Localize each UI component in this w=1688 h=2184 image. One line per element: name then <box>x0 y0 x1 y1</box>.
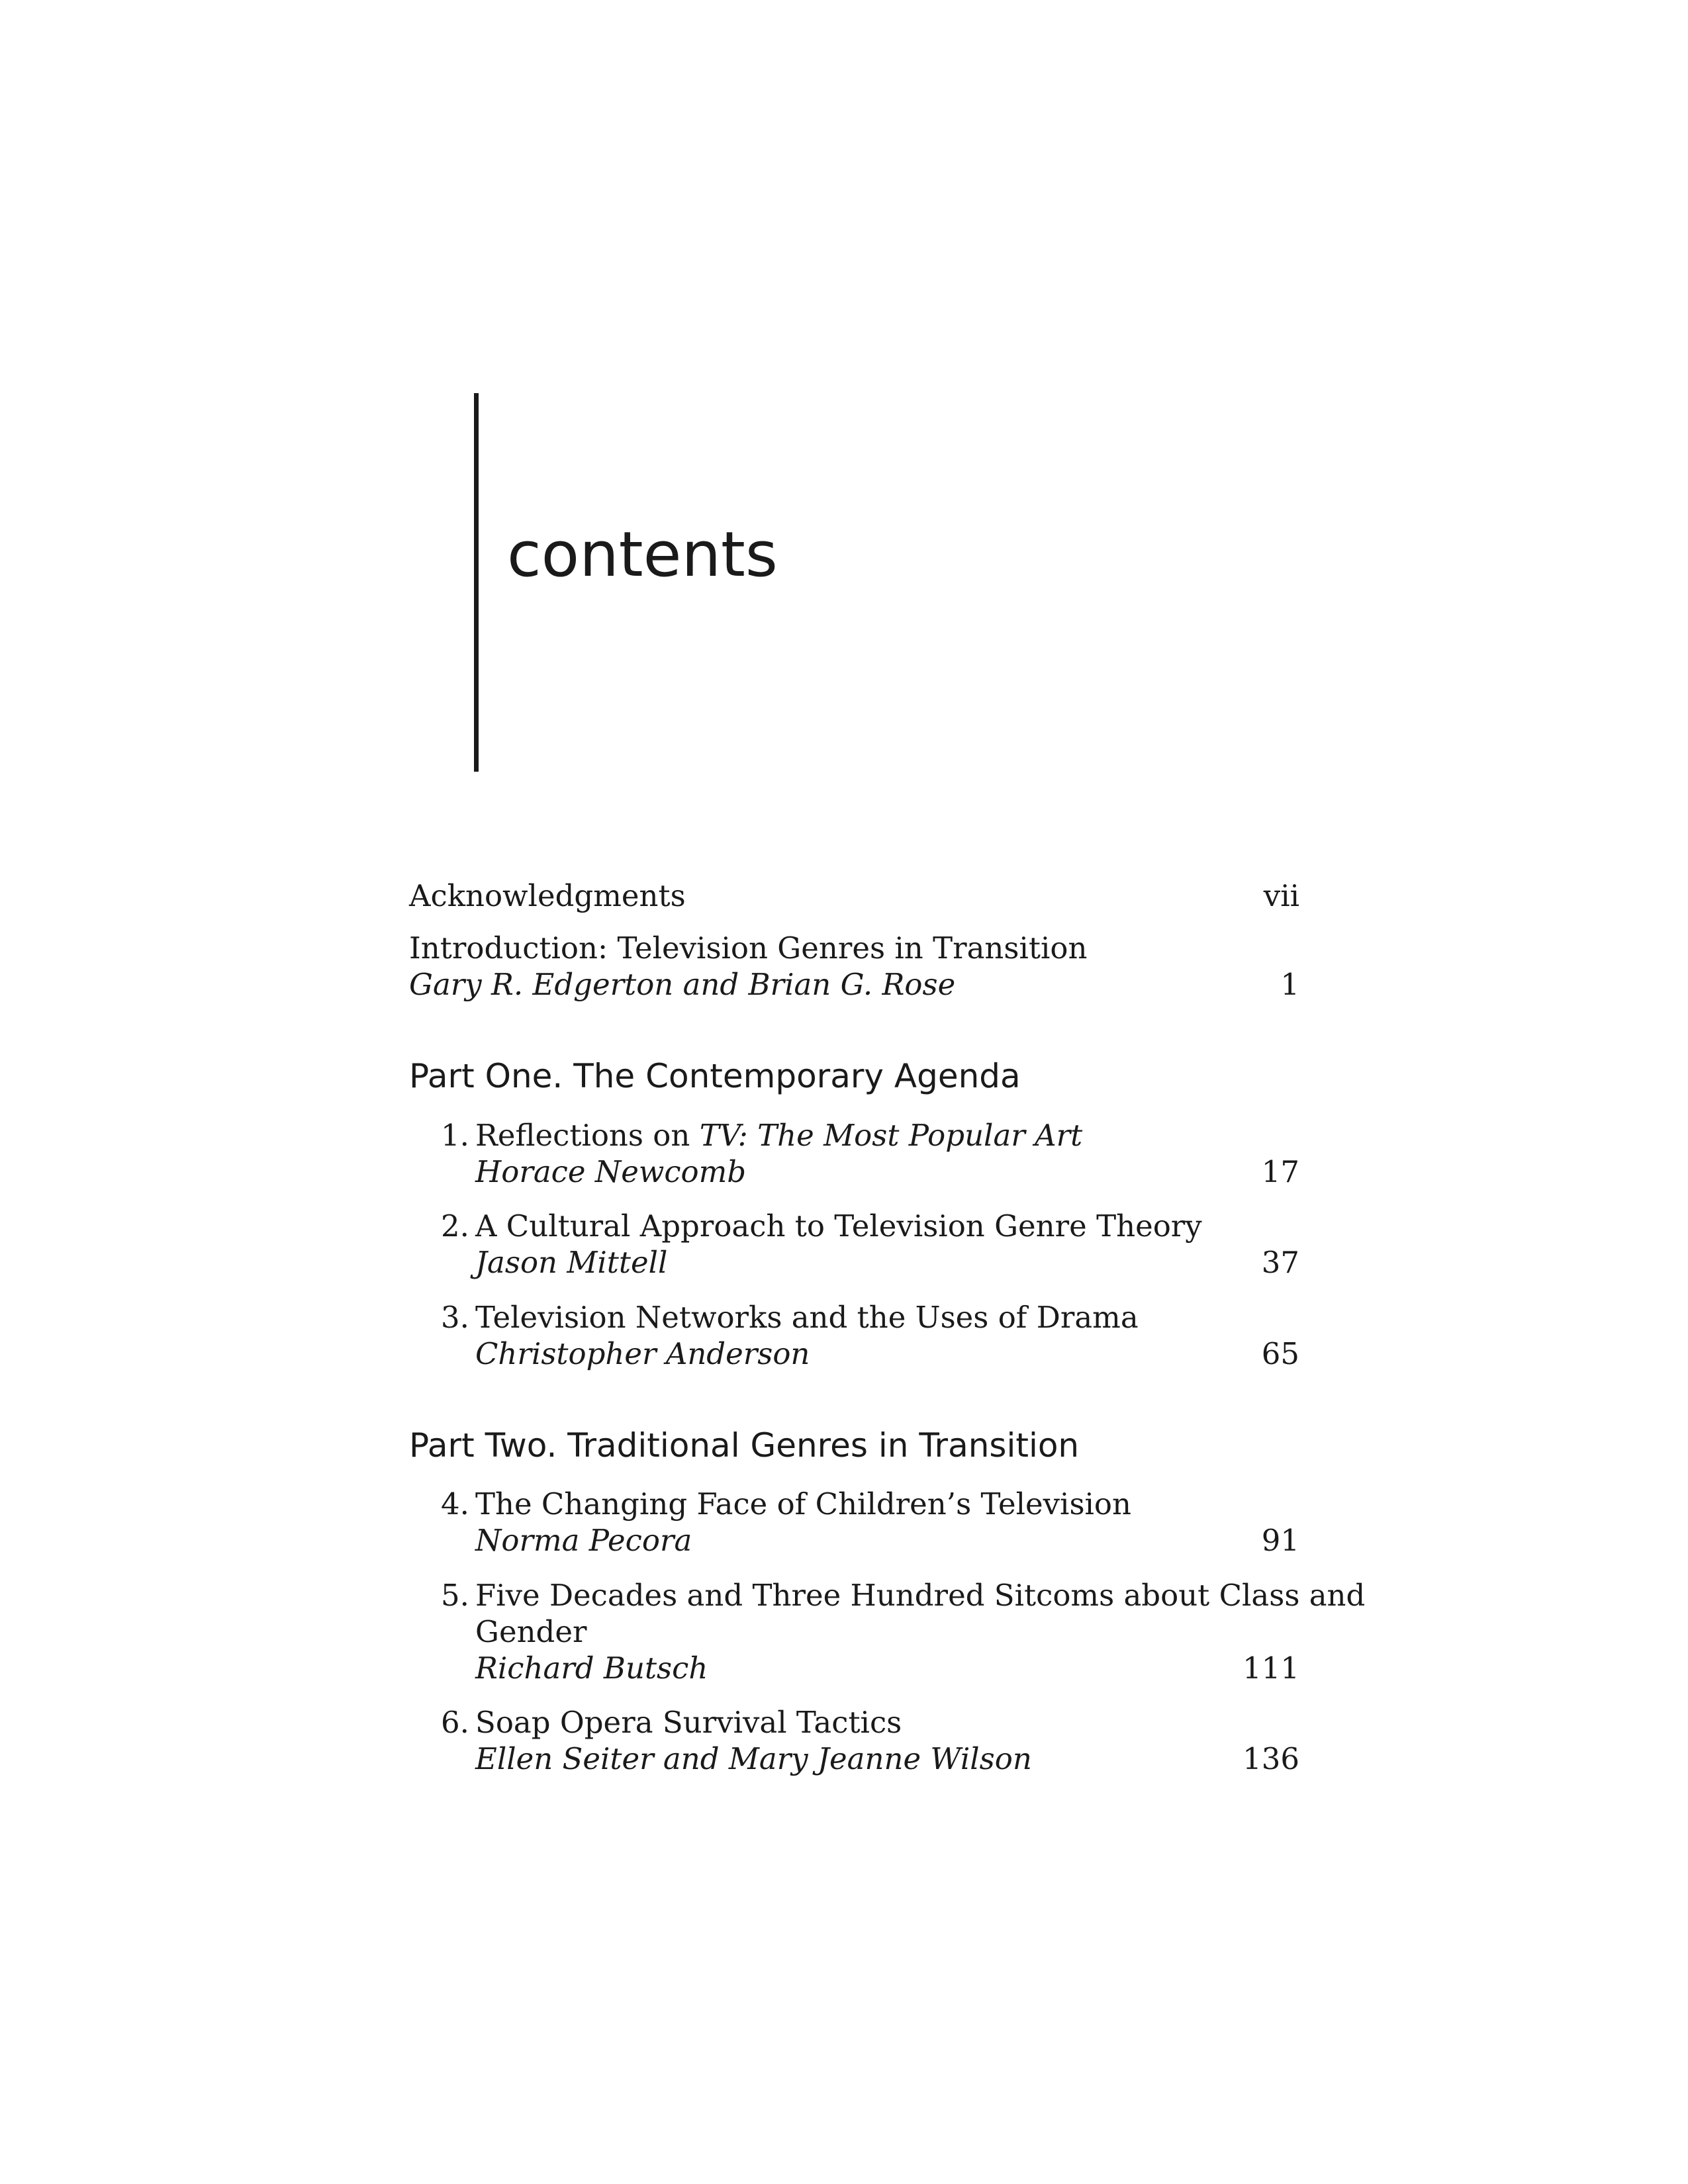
entry-title: Introduction: Television Genres in Transition <box>409 931 1088 966</box>
entry-author: Gary R. Edgerton and Brian G. Rose <box>409 967 956 1002</box>
chapter-number: 3. <box>441 1300 469 1335</box>
page-number: 37 <box>1261 1245 1299 1280</box>
toc-entry-chapter-5[interactable] <box>441 1577 1366 1686</box>
page-number: 111 <box>1243 1651 1299 1686</box>
entry-author: Richard Butsch <box>475 1651 708 1686</box>
entry-title <box>475 1117 1082 1154</box>
toc-entry-chapter-6[interactable] <box>441 1704 1299 1777</box>
entry-author: Ellen Seiter and Mary Jeanne Wilson <box>475 1741 1032 1776</box>
entry-author: Jason Mittell <box>475 1245 668 1280</box>
page-number: 17 <box>1261 1154 1299 1189</box>
chapter-number: 4. <box>441 1486 469 1522</box>
toc-entry-acknowledgments[interactable] <box>409 878 1299 914</box>
entry-title-prefix: Reflections on <box>475 1118 700 1153</box>
entry-title: The Changing Face of Children’s Television <box>475 1486 1132 1522</box>
chapter-number: 1. <box>441 1118 469 1153</box>
entry-title: Acknowledgments <box>409 878 686 913</box>
entry-title-line-1: Five Decades and Three Hundred Sitcoms about Class and <box>475 1578 1366 1613</box>
toc-entry-chapter-1[interactable] <box>441 1117 1299 1190</box>
toc-entry-introduction[interactable] <box>409 930 1299 1003</box>
page-number: 136 <box>1243 1741 1299 1776</box>
toc-entry-chapter-4[interactable] <box>441 1486 1299 1559</box>
entry-title-line-2: Gender <box>475 1614 587 1649</box>
page-number: vii <box>1263 878 1299 913</box>
entry-title: Television Networks and the Uses of Drama <box>475 1300 1139 1335</box>
chapter-number: 2. <box>441 1208 469 1244</box>
entry-title-italic: TV: The Most Popular Art <box>699 1118 1083 1153</box>
chapter-number: 6. <box>441 1705 469 1740</box>
entry-author: Norma Pecora <box>475 1523 692 1558</box>
page-title: contents <box>507 519 778 591</box>
table-of-contents <box>409 0 1366 2184</box>
page-number: 91 <box>1261 1523 1299 1558</box>
part-heading: Part Two. Traditional Genres in Transition <box>409 1426 1080 1465</box>
entry-title: Soap Opera Survival Tactics <box>475 1705 902 1740</box>
toc-entry-chapter-3[interactable] <box>441 1299 1299 1372</box>
part-heading: Part One. The Contemporary Agenda <box>409 1057 1021 1095</box>
entry-title: A Cultural Approach to Television Genre Theory <box>475 1208 1202 1244</box>
entry-author: Horace Newcomb <box>475 1154 747 1189</box>
chapter-number: 5. <box>441 1578 469 1613</box>
page-number: 65 <box>1261 1336 1299 1371</box>
entry-author: Christopher Anderson <box>475 1336 810 1371</box>
toc-entry-chapter-2[interactable] <box>441 1208 1299 1281</box>
page-number: 1 <box>1280 967 1299 1002</box>
